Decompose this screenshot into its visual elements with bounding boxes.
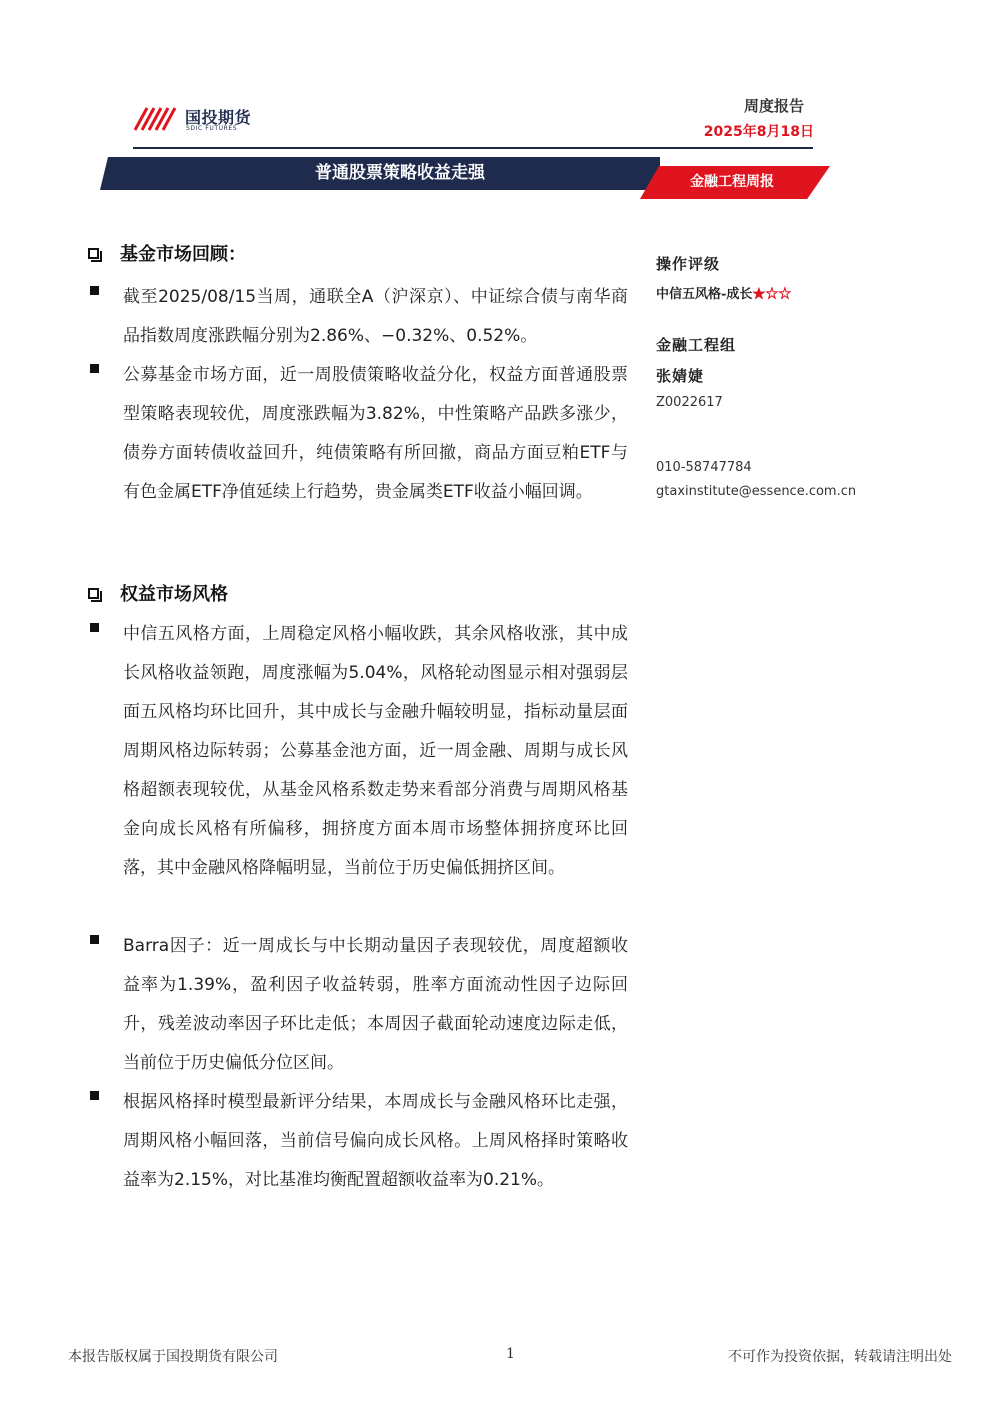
rating-text: 中信五风格-成长	[656, 287, 753, 302]
phone-number: 010-58747784	[656, 460, 752, 475]
license-id: Z0022617	[656, 395, 723, 410]
bullet-icon	[90, 364, 99, 373]
logo-text: 国投期货	[185, 108, 252, 127]
list-item: 根据风格择时模型最新评分结果，本周成长与金融风格环比走强，周期风格小幅回落，当前信号偏向成长风格。上周风格择时策略收益率为2.15%，对比基准均衡配置超额收益率为0.21%。	[88, 1083, 628, 1200]
star-filled-icon: ★	[752, 287, 766, 302]
star-empty-icon: ☆☆	[765, 287, 792, 302]
category-tag: 金融工程周报	[690, 174, 774, 190]
bullet-icon	[90, 286, 99, 295]
page-title: 普通股票策略收益走强	[315, 163, 485, 183]
list-item: 截至2025/08/15当周，通联全A（沪深京）、中证综合债与南华商品指数周度涨跌幅分别为2.86%、−0.32%、0.52%。	[88, 278, 628, 356]
bullet-icon	[90, 1091, 99, 1100]
logo-subtext: SDIC FUTURES	[186, 125, 238, 132]
logo-stripes-icon	[133, 104, 183, 132]
checkbox-icon	[88, 588, 99, 599]
page-number: 1	[506, 1346, 515, 1362]
bullet-icon	[90, 935, 99, 944]
rating-line	[656, 283, 791, 302]
author-name: 张婧婕	[656, 367, 705, 385]
rating-heading: 操作评级	[656, 255, 721, 273]
bullet-icon	[90, 623, 99, 632]
footer-copyright: 本报告版权属于国投期货有限公司	[68, 1349, 278, 1365]
company-logo	[133, 104, 268, 134]
section-heading: 基金市场回顾：	[88, 240, 246, 266]
email-link[interactable]: gtaxinstitute@essence.com.cn	[656, 484, 857, 499]
list-item: 公募基金市场方面，近一周股债策略收益分化，权益方面普通股票型策略表现较优，周度涨跌幅为3.82%，中性策略产品跌多涨少，债券方面转债收益回升，纯债策略有所回撤，商品方面豆粕ETF与有色金属ETF净值延续上行趋势，贵金属类ETF收益小幅回调。	[88, 356, 628, 512]
footer-disclaimer: 不可作为投资依据，转载请注明出处	[728, 1349, 952, 1365]
report-type: 周度报告	[743, 97, 804, 115]
checkbox-icon	[88, 248, 99, 259]
list-item: Barra因子：近一周成长与中长期动量因子表现较优，周度超额收益率为1.39%，盈利因子收益转弱，胜率方面流动性因子边际回升，残差波动率因子环比走低；本周因子截面轮动速度边际走低，当前位于历史偏低分位区间。	[88, 927, 628, 1083]
header-divider	[133, 147, 813, 149]
list-item: 中信五风格方面，上周稳定风格小幅收跌，其余风格收涨，其中成长风格收益领跑，周度涨幅为5.04%，风格轮动图显示相对强弱层面五风格均环比回升，其中成长与金融升幅较明显，指标动量层面周期风格边际转弱；公募基金池方面，近一周金融、周期与成长风格超额表现较优，从基金风格系数走势来看部分消费与周期风格基金向成长风格有所偏移，拥挤度方面本周市场整体拥挤度环比回落，其中金融风格降幅明显，当前位于历史偏低拥挤区间。	[88, 615, 628, 888]
section-heading: 权益市场风格	[88, 580, 228, 606]
report-date: 2025年8月18日	[703, 124, 814, 140]
team-name: 金融工程组	[656, 336, 737, 354]
